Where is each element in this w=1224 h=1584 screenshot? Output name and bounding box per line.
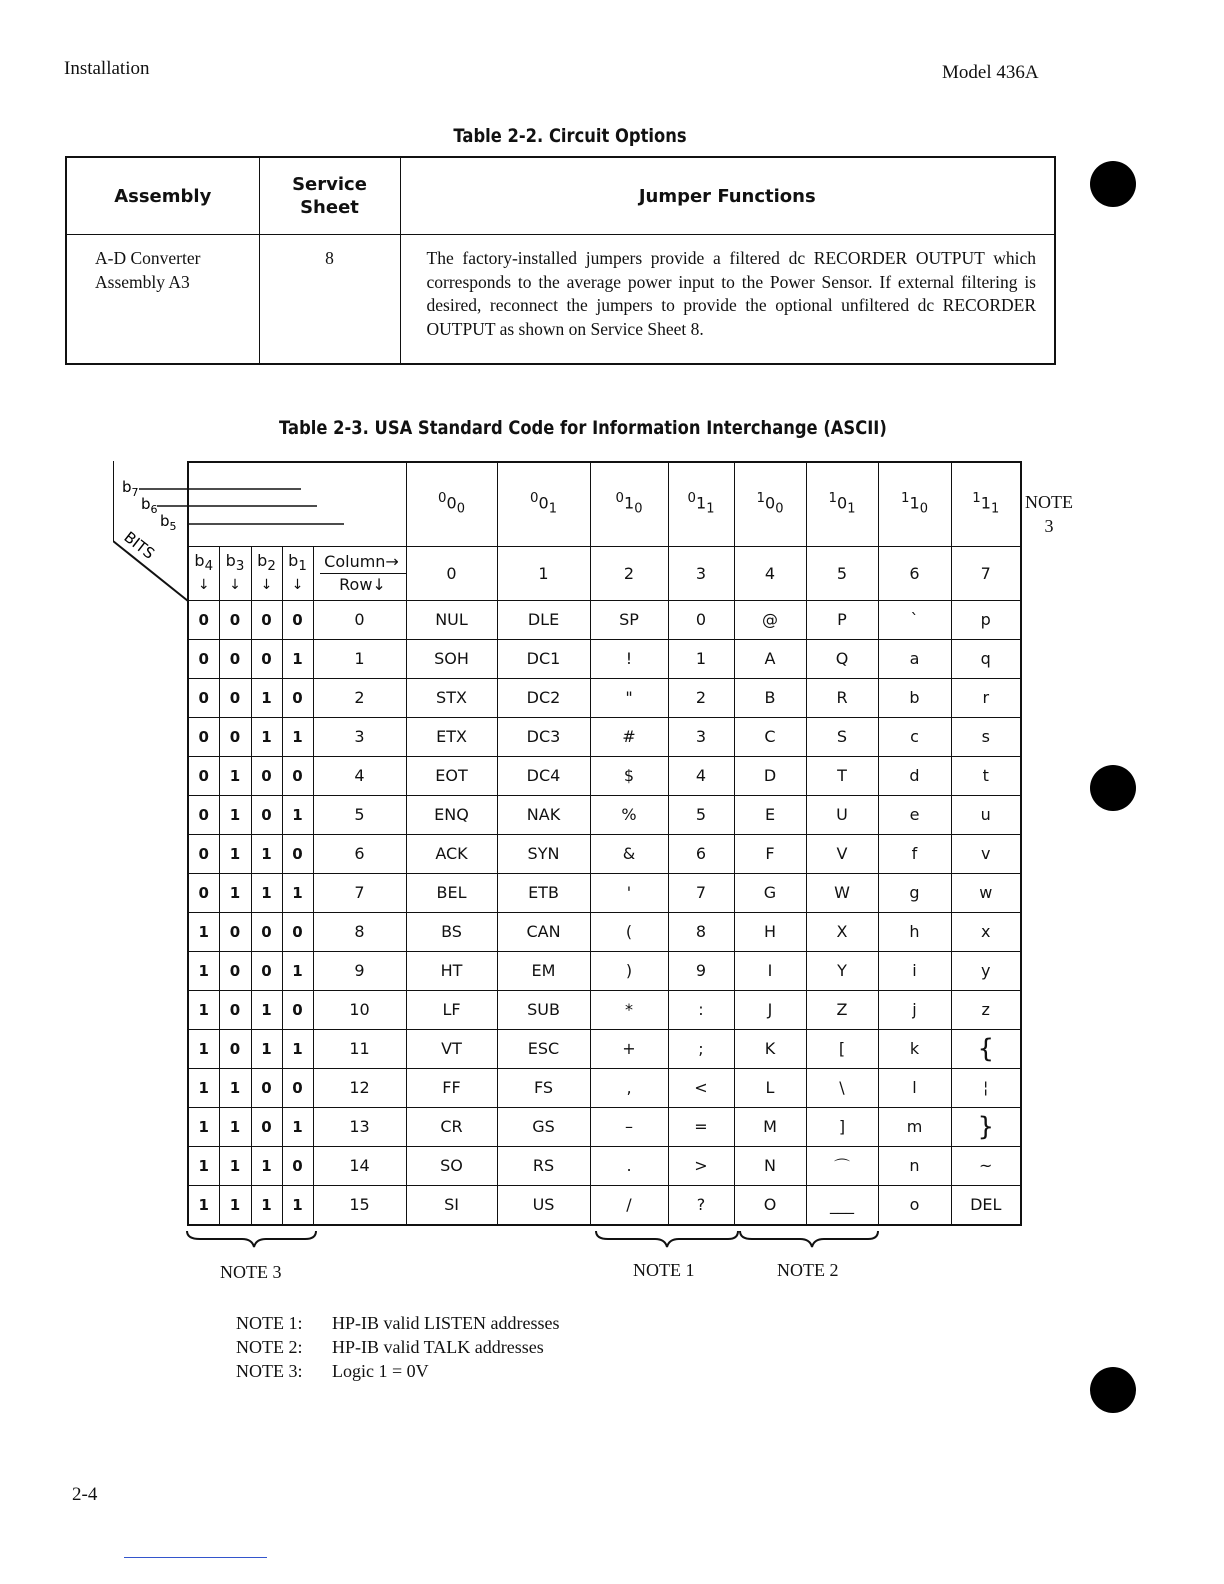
column-label: Column→	[320, 551, 406, 574]
row-bit-cell: 0	[219, 639, 251, 678]
ascii-char-cell: A	[734, 639, 806, 678]
notes-list	[236, 1311, 559, 1383]
column-row-label	[313, 546, 406, 600]
ascii-char-cell: G	[734, 873, 806, 912]
bit-header-b3: $b_3$ ↓	[219, 546, 251, 600]
ascii-char-cell: B	[734, 678, 806, 717]
ascii-char-cell: !	[590, 639, 668, 678]
row-bit-cell: 0	[188, 873, 219, 912]
ascii-char-cell: h	[878, 912, 951, 951]
column-bits-1: $^00_1$	[497, 462, 590, 546]
ascii-char-cell: (	[590, 912, 668, 951]
header-assembly: Assembly	[66, 157, 259, 235]
footer-rule	[124, 1557, 267, 1558]
row-bit-cell: 1	[251, 873, 282, 912]
ascii-char-cell: j	[878, 990, 951, 1029]
column-bits-3: $^01_1$	[668, 462, 734, 546]
note-1-text: HP-IB valid LISTEN addresses	[332, 1313, 560, 1333]
ascii-char-cell: \	[806, 1068, 878, 1107]
ascii-char-cell: DEL	[951, 1185, 1021, 1225]
ascii-char-cell: S	[806, 717, 878, 756]
ascii-char-cell: <	[668, 1068, 734, 1107]
ascii-char-cell: ?	[668, 1185, 734, 1225]
ascii-char-cell: HT	[406, 951, 497, 990]
ascii-char-cell: #	[590, 717, 668, 756]
row-bit-cell: 0	[282, 1068, 313, 1107]
binder-hole-dot-top	[1090, 161, 1136, 207]
ascii-char-cell: FS	[497, 1068, 590, 1107]
row-bit-cell: 1	[282, 795, 313, 834]
ascii-char-cell: M	[734, 1107, 806, 1146]
ascii-char-cell: R	[806, 678, 878, 717]
ascii-char-cell: }	[951, 1107, 1021, 1146]
ascii-char-cell: :	[668, 990, 734, 1029]
column-bits-7: $^11_1$	[951, 462, 1021, 546]
ascii-char-cell: H	[734, 912, 806, 951]
ascii-char-cell: DC3	[497, 717, 590, 756]
row-bit-cell: 1	[219, 873, 251, 912]
ascii-char-cell: Q	[806, 639, 878, 678]
table-row	[188, 990, 1021, 1029]
ascii-char-cell: r	[951, 678, 1021, 717]
row-bit-cell: 1	[219, 756, 251, 795]
ascii-char-cell: /	[590, 1185, 668, 1225]
row-number-cell: 2	[313, 678, 406, 717]
ascii-char-cell: $	[590, 756, 668, 795]
table-row	[188, 1029, 1021, 1068]
row-bit-cell: 1	[188, 1068, 219, 1107]
row-bit-cell: 0	[219, 951, 251, 990]
table-row	[188, 600, 1021, 639]
row-bit-cell: 0	[188, 600, 219, 639]
row-bit-cell: 0	[282, 1146, 313, 1185]
ascii-char-cell: %	[590, 795, 668, 834]
ascii-char-cell: 5	[668, 795, 734, 834]
row-number-cell: 8	[313, 912, 406, 951]
ascii-char-cell: VT	[406, 1029, 497, 1068]
row-bit-cell: 0	[251, 756, 282, 795]
ascii-char-cell: NUL	[406, 600, 497, 639]
circuit-options-header-row	[66, 157, 1055, 235]
row-number-cell: 14	[313, 1146, 406, 1185]
note-3	[236, 1359, 559, 1383]
ascii-char-cell: y	[951, 951, 1021, 990]
brace-label-note-1: NOTE 1	[633, 1260, 695, 1280]
row-bit-cell: 1	[251, 1146, 282, 1185]
b5-label: $b_5$	[160, 512, 177, 533]
row-number-cell: 1	[313, 639, 406, 678]
ascii-char-cell: ~	[951, 1146, 1021, 1185]
row-bit-cell: 1	[282, 1185, 313, 1225]
row-bit-cell: 0	[251, 951, 282, 990]
side-note-label: NOTE	[1025, 492, 1073, 512]
row-bit-cell: 1	[282, 873, 313, 912]
table-row	[188, 795, 1021, 834]
brace-label-note-3: NOTE 3	[220, 1262, 282, 1282]
ascii-char-cell: {	[951, 1029, 1021, 1068]
header-model-name: Model 436A	[942, 62, 1039, 83]
column-number-5: 5	[806, 546, 878, 600]
row-number-cell: 4	[313, 756, 406, 795]
ascii-char-cell: F	[734, 834, 806, 873]
ascii-char-cell: NAK	[497, 795, 590, 834]
note-2-text: HP-IB valid TALK addresses	[332, 1337, 544, 1357]
brace-listen	[596, 1231, 738, 1247]
ascii-char-cell: u	[951, 795, 1021, 834]
row-bit-cell: 0	[282, 600, 313, 639]
row-bit-cell: 0	[188, 678, 219, 717]
table-row	[188, 639, 1021, 678]
column-bits-4: $^10_0$	[734, 462, 806, 546]
table-2-3-caption: Table 2-3. USA Standard Code for Information Interchange (ASCII)	[279, 417, 887, 439]
ascii-char-cell: DLE	[497, 600, 590, 639]
row-number-cell: 13	[313, 1107, 406, 1146]
ascii-char-cell: C	[734, 717, 806, 756]
ascii-char-cell: i	[878, 951, 951, 990]
column-number-7: 7	[951, 546, 1021, 600]
table-row	[188, 912, 1021, 951]
ascii-char-cell: O	[734, 1185, 806, 1225]
ascii-char-cell: J	[734, 990, 806, 1029]
ascii-char-cell: SO	[406, 1146, 497, 1185]
note-2	[236, 1335, 559, 1359]
ascii-char-cell: SP	[590, 600, 668, 639]
ascii-char-cell: SUB	[497, 990, 590, 1029]
ascii-char-cell: e	[878, 795, 951, 834]
column-bits-5: $^10_1$	[806, 462, 878, 546]
row-bit-cell: 0	[188, 756, 219, 795]
ascii-char-cell: W	[806, 873, 878, 912]
ascii-char-cell: +	[590, 1029, 668, 1068]
ascii-char-cell: v	[951, 834, 1021, 873]
cell-assembly	[66, 235, 259, 365]
row-bit-cell: 1	[282, 1029, 313, 1068]
ascii-char-cell: .	[590, 1146, 668, 1185]
column-bits-0: $^00_0$	[406, 462, 497, 546]
row-number-cell: 10	[313, 990, 406, 1029]
ascii-char-cell: f	[878, 834, 951, 873]
brace-label-note-2: NOTE 2	[777, 1260, 839, 1280]
ascii-char-cell: FF	[406, 1068, 497, 1107]
row-bit-cell: 1	[188, 951, 219, 990]
row-bit-cell: 1	[188, 1185, 219, 1225]
row-bit-cell: 0	[219, 600, 251, 639]
ascii-char-cell: U	[806, 795, 878, 834]
row-bit-cell: 0	[251, 795, 282, 834]
ascii-char-cell: 8	[668, 912, 734, 951]
ascii-char-cell: ⌒	[806, 1146, 878, 1185]
row-bit-cell: 0	[251, 600, 282, 639]
cell-jumper-functions: The factory-installed jumpers provide a filtered dc RECORDER OUTPUT which corresponds to the average power input to the Power Sensor. If external filtering is desired, reconnect the jumpers to provide the optional unfiltered dc RECORDER OUTPUT as shown on Service Sheet 8.	[400, 235, 1055, 365]
ascii-code-table	[187, 461, 1022, 1226]
ascii-char-cell: BS	[406, 912, 497, 951]
ascii-char-cell: x	[951, 912, 1021, 951]
row-bit-cell: 1	[282, 1107, 313, 1146]
row-bit-cell: 0	[282, 678, 313, 717]
b7-label: $b_7$	[122, 478, 139, 499]
ascii-char-cell: DC1	[497, 639, 590, 678]
ascii-char-cell: LF	[406, 990, 497, 1029]
row-number-cell: 5	[313, 795, 406, 834]
ascii-char-cell: V	[806, 834, 878, 873]
ascii-char-cell: T	[806, 756, 878, 795]
table-2-2-caption: Table 2-2. Circuit Options	[453, 125, 687, 147]
ascii-char-cell: ETB	[497, 873, 590, 912]
ascii-table-body	[188, 600, 1021, 1225]
ascii-char-cell: I	[734, 951, 806, 990]
ascii-char-cell: b	[878, 678, 951, 717]
ascii-char-cell: z	[951, 990, 1021, 1029]
row-bit-cell: 1	[219, 795, 251, 834]
ascii-char-cell: L	[734, 1068, 806, 1107]
ascii-char-cell: EOT	[406, 756, 497, 795]
corner-blank-cell	[188, 462, 406, 546]
ascii-char-cell: D	[734, 756, 806, 795]
table-row	[188, 1185, 1021, 1225]
row-bit-cell: 0	[219, 678, 251, 717]
row-bit-cell: 0	[219, 717, 251, 756]
row-bit-cell: 0	[282, 756, 313, 795]
row-bit-cell: 1	[251, 834, 282, 873]
ascii-char-cell: –	[590, 1107, 668, 1146]
ascii-char-cell: SYN	[497, 834, 590, 873]
row-bit-cell: 1	[251, 717, 282, 756]
ascii-char-cell: US	[497, 1185, 590, 1225]
table-row	[188, 717, 1021, 756]
column-bits-6: $^11_0$	[878, 462, 951, 546]
row-label: Row↓	[339, 574, 386, 594]
row-bit-cell: 1	[188, 1107, 219, 1146]
side-note-number: 3	[1044, 516, 1054, 536]
ascii-char-cell: @	[734, 600, 806, 639]
ascii-char-cell: K	[734, 1029, 806, 1068]
ascii-char-cell: Y	[806, 951, 878, 990]
row-bit-cell: 0	[188, 717, 219, 756]
side-note-3	[1020, 490, 1078, 538]
column-number-1: 1	[497, 546, 590, 600]
column-number-6: 6	[878, 546, 951, 600]
row-bit-cell: 1	[251, 990, 282, 1029]
ascii-char-cell: 9	[668, 951, 734, 990]
ascii-char-cell: SOH	[406, 639, 497, 678]
ascii-char-cell: ___	[806, 1185, 878, 1225]
b6-label: $b_6$	[141, 495, 158, 516]
row-bit-cell: 1	[188, 912, 219, 951]
ascii-char-cell: '	[590, 873, 668, 912]
ascii-char-cell: EM	[497, 951, 590, 990]
column-number-4: 4	[734, 546, 806, 600]
ascii-char-cell: q	[951, 639, 1021, 678]
row-bit-cell: 1	[219, 1146, 251, 1185]
note-1	[236, 1311, 559, 1335]
ascii-char-cell: BEL	[406, 873, 497, 912]
row-bit-cell: 1	[251, 1185, 282, 1225]
brace-bits	[187, 1231, 316, 1247]
ascii-char-cell: "	[590, 678, 668, 717]
ascii-char-cell: STX	[406, 678, 497, 717]
ascii-char-cell: P	[806, 600, 878, 639]
row-number-cell: 9	[313, 951, 406, 990]
row-number-cell: 6	[313, 834, 406, 873]
ascii-char-cell: ,	[590, 1068, 668, 1107]
column-number-2: 2	[590, 546, 668, 600]
ascii-char-cell: ETX	[406, 717, 497, 756]
circuit-options-table	[65, 156, 1056, 365]
ascii-char-cell: ENQ	[406, 795, 497, 834]
ascii-char-cell: 6	[668, 834, 734, 873]
row-number-cell: 11	[313, 1029, 406, 1068]
column-number-header-row	[188, 546, 1021, 600]
note-3-text: Logic 1 = 0V	[332, 1361, 429, 1381]
row-bit-cell: 1	[188, 990, 219, 1029]
header-service-sheet-label: Service Sheet	[292, 174, 367, 218]
row-bit-cell: 1	[282, 951, 313, 990]
table-row	[188, 834, 1021, 873]
ascii-char-cell: >	[668, 1146, 734, 1185]
binder-hole-dot-middle	[1090, 765, 1136, 811]
note-2-key: NOTE 2:	[236, 1337, 303, 1357]
row-bit-cell: 1	[282, 717, 313, 756]
table-row	[188, 1146, 1021, 1185]
ascii-char-cell: m	[878, 1107, 951, 1146]
ascii-char-cell: d	[878, 756, 951, 795]
assembly-line-2: Assembly A3	[95, 271, 190, 292]
ascii-char-cell: g	[878, 873, 951, 912]
brace-talk	[740, 1231, 878, 1247]
ascii-char-cell: N	[734, 1146, 806, 1185]
bit-header-b4: $b_4$ ↓	[188, 546, 219, 600]
bit-header-b2: $b_2$ ↓	[251, 546, 282, 600]
ascii-char-cell: CAN	[497, 912, 590, 951]
ascii-char-cell: Z	[806, 990, 878, 1029]
binder-hole-dot-bottom	[1090, 1367, 1136, 1413]
row-bit-cell: 0	[251, 1068, 282, 1107]
row-bit-cell: 0	[282, 834, 313, 873]
ascii-char-cell: =	[668, 1107, 734, 1146]
row-bit-cell: 1	[251, 1029, 282, 1068]
table-row	[188, 951, 1021, 990]
table-row	[188, 873, 1021, 912]
row-bit-cell: 0	[219, 912, 251, 951]
table-row	[188, 1107, 1021, 1146]
row-bit-cell: 0	[251, 912, 282, 951]
ascii-char-cell: ESC	[497, 1029, 590, 1068]
ascii-char-cell: ;	[668, 1029, 734, 1068]
bit-header-b1: $b_1$ ↓	[282, 546, 313, 600]
row-bit-cell: 1	[251, 678, 282, 717]
cell-service-sheet: 8	[259, 235, 400, 365]
row-bit-cell: 0	[251, 639, 282, 678]
ascii-char-cell: s	[951, 717, 1021, 756]
ascii-char-cell: o	[878, 1185, 951, 1225]
row-bit-cell: 1	[188, 1029, 219, 1068]
circuit-options-row	[66, 235, 1055, 365]
row-bit-cell: 0	[219, 990, 251, 1029]
table-row	[188, 1068, 1021, 1107]
ascii-char-cell: SI	[406, 1185, 497, 1225]
ascii-char-cell: *	[590, 990, 668, 1029]
table-row	[188, 756, 1021, 795]
ascii-char-cell: E	[734, 795, 806, 834]
column-number-3: 3	[668, 546, 734, 600]
ascii-char-cell: RS	[497, 1146, 590, 1185]
column-number-0: 0	[406, 546, 497, 600]
ascii-char-cell: X	[806, 912, 878, 951]
ascii-char-cell: GS	[497, 1107, 590, 1146]
row-bit-cell: 0	[188, 639, 219, 678]
ascii-char-cell: ACK	[406, 834, 497, 873]
ascii-char-cell: w	[951, 873, 1021, 912]
row-bit-cell: 1	[188, 1146, 219, 1185]
row-bit-cell: 0	[282, 912, 313, 951]
page-number: 2-4	[72, 1484, 98, 1505]
ascii-char-cell: 2	[668, 678, 734, 717]
row-bit-cell: 0	[282, 990, 313, 1029]
ascii-char-cell: n	[878, 1146, 951, 1185]
ascii-char-cell: CR	[406, 1107, 497, 1146]
ascii-char-cell: DC4	[497, 756, 590, 795]
ascii-char-cell: ]	[806, 1107, 878, 1146]
row-number-cell: 3	[313, 717, 406, 756]
ascii-char-cell: c	[878, 717, 951, 756]
row-number-cell: 7	[313, 873, 406, 912]
table-row	[188, 678, 1021, 717]
row-bit-cell: 1	[219, 1068, 251, 1107]
note-braces	[180, 1229, 900, 1253]
header-jumper-functions: Jumper Functions	[400, 157, 1055, 235]
ascii-char-cell: DC2	[497, 678, 590, 717]
ascii-char-cell: 0	[668, 600, 734, 639]
row-bit-cell: 0	[188, 795, 219, 834]
row-bit-cell: 0	[251, 1107, 282, 1146]
row-bit-cell: 0	[188, 834, 219, 873]
row-number-cell: 15	[313, 1185, 406, 1225]
row-bit-cell: 1	[219, 1185, 251, 1225]
ascii-char-cell: )	[590, 951, 668, 990]
ascii-char-cell: [	[806, 1029, 878, 1068]
ascii-char-cell: `	[878, 600, 951, 639]
ascii-char-cell: p	[951, 600, 1021, 639]
ascii-char-cell: ¦	[951, 1068, 1021, 1107]
note-3-key: NOTE 3:	[236, 1361, 303, 1381]
assembly-line-1: A-D Converter	[95, 248, 201, 268]
ascii-char-cell: 4	[668, 756, 734, 795]
ascii-char-cell: 7	[668, 873, 734, 912]
ascii-char-cell: t	[951, 756, 1021, 795]
row-number-cell: 12	[313, 1068, 406, 1107]
row-bit-cell: 1	[282, 639, 313, 678]
ascii-char-cell: k	[878, 1029, 951, 1068]
bits-label: BITS	[120, 527, 158, 563]
column-bits-2: $^01_0$	[590, 462, 668, 546]
ascii-char-cell: 3	[668, 717, 734, 756]
row-number-cell: 0	[313, 600, 406, 639]
ascii-char-cell: a	[878, 639, 951, 678]
column-bits-header-row	[188, 462, 1021, 546]
note-1-key: NOTE 1:	[236, 1313, 303, 1333]
ascii-char-cell: 1	[668, 639, 734, 678]
header-section-title: Installation	[64, 58, 150, 79]
header-service-sheet	[259, 157, 400, 235]
row-bit-cell: 1	[219, 1107, 251, 1146]
row-bit-cell: 0	[219, 1029, 251, 1068]
ascii-char-cell: l	[878, 1068, 951, 1107]
ascii-char-cell: &	[590, 834, 668, 873]
row-bit-cell: 1	[219, 834, 251, 873]
